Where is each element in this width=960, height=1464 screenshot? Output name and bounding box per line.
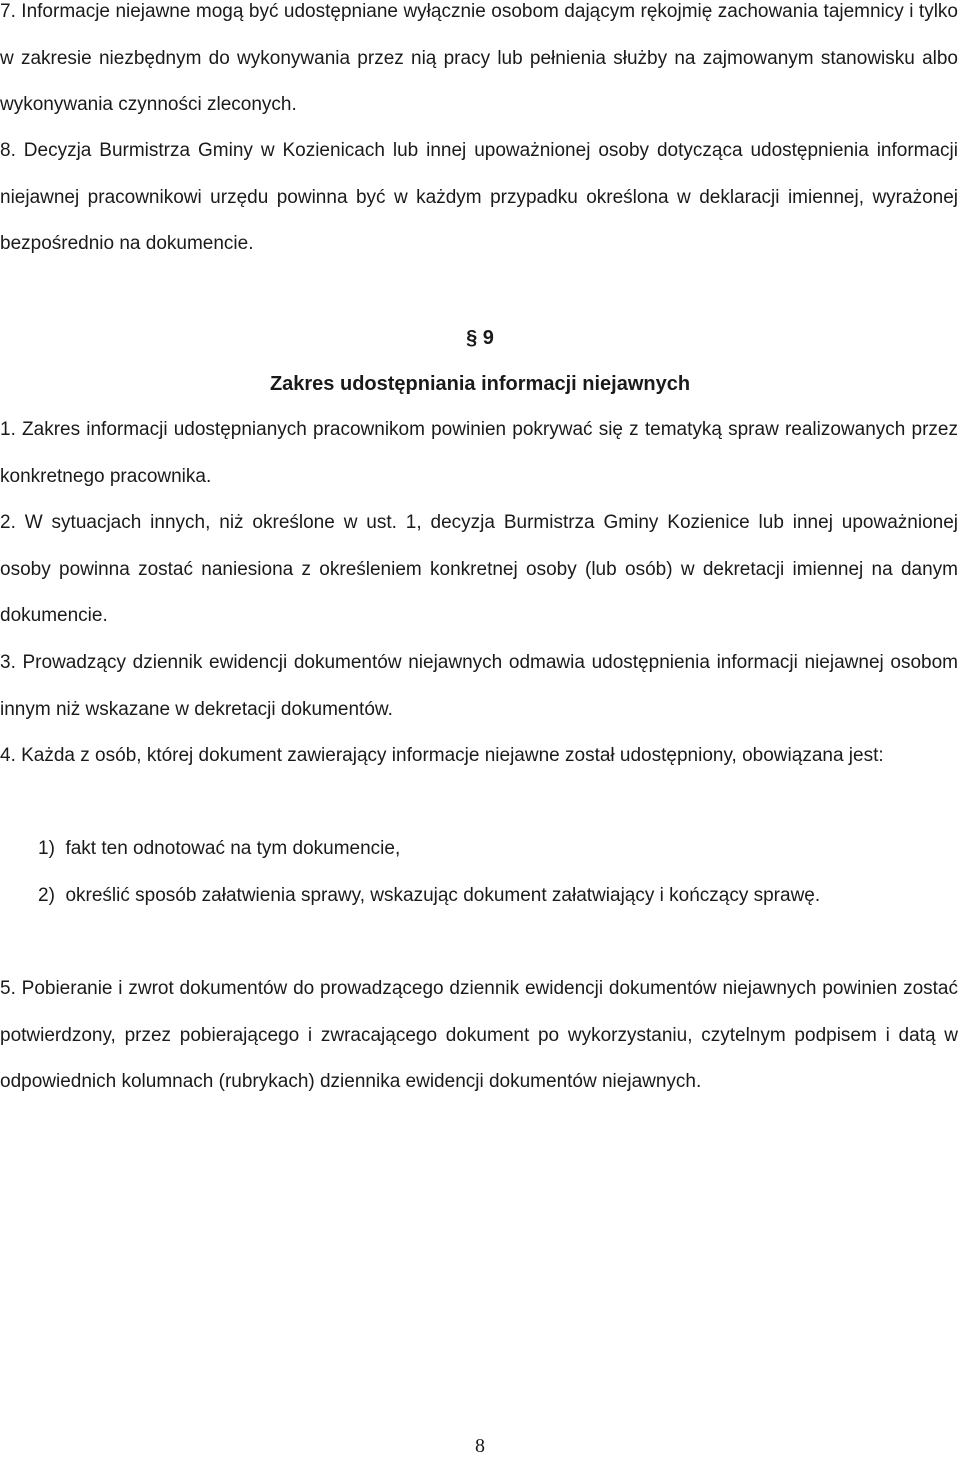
section-item-3: 3. Prowadzący dziennik ewidencji dokumentów niejawnych odmawia udostępnienia informacji niejawnej osobom innym niż wskazane w dekretacji dokumentów. bbox=[0, 652, 958, 720]
section-item-2: 2. W sytuacjach innych, niż określone w ust. 1, decyzja Burmistrza Gminy Kozienice lub innej upoważnionej osoby powinna zostać naniesiona z określeniem konkretnej osoby (lub osób) w dekretacji imiennej na danym dokumencie. bbox=[0, 512, 958, 626]
section-title: Zakres udostępniania informacji niejawnych bbox=[269, 373, 691, 395]
section-item-4-sub-2: 2) określić sposób załatwienia sprawy, wskazując dokument załatwiający i kończący sprawę. bbox=[38, 885, 821, 906]
section-item-5: 5. Pobieranie i zwrot dokumentów do prowadzącego dziennik ewidencji dokumentów niejawnych powinien zostać potwierdzony, przez pobierającego i zwracającego dokument po wykorzystaniu, czytelnym podpisem i datą w odpowiednich kolumnach (rubrykach) dziennika ewidencji dokumentów niejawnych. bbox=[0, 978, 958, 1092]
section-item-4: 4. Każda z osób, której dokument zawierający informacje niejawne został udostępniony, obowiązana jest: bbox=[0, 745, 884, 766]
section-number: § 9 bbox=[466, 327, 494, 349]
paragraph-7: 7. Informacje niejawne mogą być udostępniane wyłącznie osobom dającym rękojmię zachowania tajemnicy i tylko w zakresie niezbędnym do wykonywania przez nią pracy lub pełnienia służby na zajmowanym stanowisku albo wykonywania czynności zleconych. bbox=[0, 1, 958, 115]
section-item-4-sub-1: 1) fakt ten odnotować na tym dokumencie, bbox=[38, 838, 401, 859]
section-item-1: 1. Zakres informacji udostępnianych pracownikom powinien pokrywać się z tematyką spraw realizowanych przez konkretnego pracownika. bbox=[0, 419, 958, 487]
paragraph-8: 8. Decyzja Burmistrza Gminy w Kozienicach lub innej upoważnionej osoby dotycząca udostępnienia informacji niejawnej pracownikowi urzędu powinna być w każdym przypadku określona w deklaracji imiennej, wyrażonej bezpośrednio na dokumencie. bbox=[0, 140, 958, 254]
page-number: 8 bbox=[475, 1435, 485, 1457]
